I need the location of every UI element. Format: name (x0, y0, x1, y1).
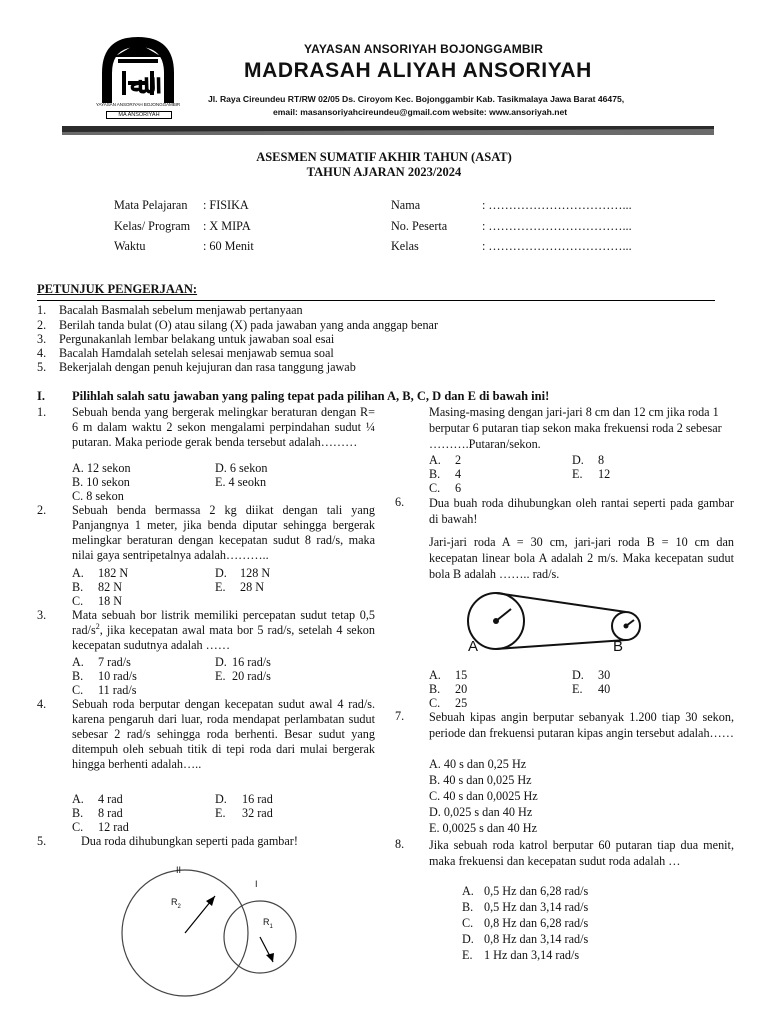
answer-option[interactable]: 25 (455, 696, 468, 710)
class-value: : X MIPA (203, 219, 251, 233)
gear-wheels-figure (118, 862, 308, 1002)
time-label: Waktu (114, 239, 146, 253)
answer-option[interactable]: B. 10 sekon (72, 475, 130, 489)
answer-option[interactable]: 8 (598, 453, 605, 467)
question-text: Dua buah roda dihubungkan oleh rantai seperti pada gambar di bawah! (429, 496, 734, 526)
answer-option[interactable]: E. 0,0025 s dan 40 Hz (429, 821, 537, 835)
answer-option[interactable]: 8 rad (98, 806, 123, 820)
instruction-number: 2. (37, 318, 47, 332)
exam-title: ASESMEN SUMATIF AKHIR TAHUN (ASAT) (256, 150, 512, 164)
question-text-detail: Jari-jari roda A = 30 cm, jari-jari roda B = 10 cm dan kecepatan linear bola A adalah 2 m/s. Maka kecepatan sudut bola B adalah …….. rad/s. (429, 535, 734, 581)
instruction-item (37, 303, 303, 318)
school-logo (98, 33, 178, 123)
radius-label-r1 (263, 917, 273, 930)
kelas-field[interactable]: : ……………………………... (482, 239, 632, 253)
option-letter: C. (72, 594, 84, 608)
question-text-part: Mata sebuah bor listrik memiliki percepatan sudut tetap 0,5 rad/s (72, 608, 375, 637)
answer-option[interactable]: 12 (598, 467, 611, 481)
answer-option[interactable]: 0,8 Hz dan 3,14 rad/s (484, 932, 589, 946)
option-letter: C. (72, 683, 84, 697)
option-letter: B. (72, 580, 84, 594)
option-letter: E. (462, 948, 473, 962)
answer-option[interactable]: 0,5 Hz dan 3,14 rad/s (484, 900, 589, 914)
class-label: Kelas/ Program (114, 219, 191, 233)
answer-option[interactable]: 20 rad/s (232, 669, 271, 683)
answer-option[interactable]: 128 N (240, 566, 271, 580)
option-letter: C. (72, 820, 84, 834)
option-letter: B. (429, 467, 441, 481)
answer-option[interactable]: 28 N (240, 580, 265, 594)
instruction-text: Bacalah Basmalah sebelum menjawab pertanyaan (59, 303, 303, 317)
superscript: 2 (95, 621, 100, 631)
answer-option[interactable]: 82 N (98, 580, 123, 594)
question-text-part: , jika kecepatan awal mata bor 5 rad/s, setelah 4 sekon kecepatan sudutnya adalah …… (72, 623, 375, 652)
instruction-item (37, 332, 334, 347)
answer-option[interactable]: 11 rad/s (98, 683, 137, 697)
answer-option[interactable]: 4 rad (98, 792, 123, 806)
option-letter: E. (215, 669, 226, 683)
option-letter: A. (72, 655, 84, 669)
question-text: Sebuah roda berputar dengan kecepatan sudut awal 4 rad/s. karena pengaruh dari luar, roda mendapat perlambatan sudut sebesar 2 rad/s sehingga roda berhenti. Besar sudut yang ditempuh oleh sebuah titik di tepi roda dari mulai bergerak hingga berhenti adalah….. (72, 697, 375, 771)
option-letter: B. (429, 682, 441, 696)
question-number: 8. (395, 837, 405, 851)
question-number: 6. (395, 495, 405, 509)
answer-option[interactable]: 0,8 Hz dan 6,28 rad/s (484, 916, 589, 930)
figure-label-wheel-2: II (176, 865, 182, 875)
option-letter: C. (462, 916, 474, 930)
section-instruction: Pilihlah salah satu jawaban yang paling tepat pada pilihan A, B, C, D dan E di bawah ini! (72, 389, 550, 403)
option-letter: A. (462, 884, 474, 898)
instruction-number: 3. (37, 332, 47, 346)
answer-option[interactable]: 15 (455, 668, 468, 682)
question-number: 2. (37, 503, 47, 517)
answer-option[interactable]: A. 40 s dan 0,25 Hz (429, 757, 527, 771)
instruction-item (37, 360, 356, 375)
question-number: 4. (37, 697, 47, 711)
option-letter: D. (215, 655, 227, 669)
answer-option[interactable]: 182 N (98, 566, 129, 580)
name-field[interactable]: : ……………………………... (482, 198, 632, 212)
chain-wheels-figure (466, 592, 662, 660)
option-letter: C. (429, 696, 441, 710)
instruction-item (37, 346, 334, 361)
radius-label-r2 (171, 897, 181, 910)
option-letter: E. (572, 467, 583, 481)
answer-option[interactable]: 32 rad (242, 806, 273, 820)
option-letter: E. (572, 682, 583, 696)
header-rule (62, 122, 714, 131)
instruction-item (37, 318, 438, 333)
option-letter: C. (429, 481, 441, 495)
time-value: : 60 Menit (203, 239, 254, 253)
answer-option[interactable]: 1 Hz dan 3,14 rad/s (484, 948, 580, 962)
radius-subscript: 2 (177, 903, 181, 910)
instruction-text: Berilah tanda bulat (O) atau silang (X) pada jawaban yang anda anggap benar (59, 318, 439, 332)
instruction-number: 4. (37, 346, 47, 360)
answer-option[interactable]: D. 0,025 s dan 40 Hz (429, 805, 533, 819)
school-address: Jl. Raya Cireundeu RT/RW 02/05 Ds. Ciroyom Kec. Bojonggambir Kab. Tasikmalaya Jawa Barat 46475, (208, 94, 625, 104)
option-letter: B. (72, 806, 84, 820)
question-text: Jika sebuah roda katrol berputar 60 putaran tiap dua menit, maka frekuensi dan kecepatan sudut roda adalah … (429, 838, 734, 868)
instructions-rule (37, 300, 715, 301)
answer-option[interactable]: 16 rad (242, 792, 273, 806)
answer-option[interactable]: 16 rad/s (232, 655, 271, 669)
name-label: Nama (391, 198, 421, 212)
question-text-continued: Masing-masing dengan jari-jari 8 cm dan 12 cm jika roda 1 berputar 6 putaran tiap sekon maka frekuensi roda 2 sebesar ……….Putaran/sekon. (429, 405, 722, 451)
option-letter: D. (215, 792, 227, 806)
answer-option[interactable]: B. 40 s dan 0,025 Hz (429, 773, 532, 787)
figure-label-wheel-1: I (255, 879, 258, 889)
question-text: Sebuah kipas angin berputar sebanyak 1.200 tiap 30 sekon, periode dan frekuensi putaran kipas angin tersebut adalah…… (429, 710, 734, 740)
subject-label: Mata Pelajaran (114, 198, 188, 212)
question-text: Dua roda dihubungkan seperti pada gambar! (81, 834, 298, 848)
subject-value: : FISIKA (203, 198, 249, 212)
question-number: 3. (37, 608, 47, 622)
option-letter: D. (572, 453, 584, 467)
participant-number-field[interactable]: : ……………………………... (482, 219, 632, 233)
figure-label-a: A (468, 638, 479, 655)
radius-symbol: R (263, 917, 270, 927)
question-number: 7. (395, 709, 405, 723)
exam-year: TAHUN AJARAN 2023/2024 (306, 165, 462, 179)
question-number: 5. (37, 834, 47, 848)
answer-option[interactable]: C. 40 s dan 0,0025 Hz (429, 789, 538, 803)
answer-option[interactable]: 12 rad (98, 820, 129, 834)
participant-number-label: No. Peserta (391, 219, 448, 233)
option-letter: D. (572, 668, 584, 682)
answer-option[interactable]: 10 rad/s (98, 669, 137, 683)
instruction-text: Bacalah Hamdalah setelah selesai menjawab semua soal (59, 346, 334, 360)
answer-option[interactable]: C. 8 sekon (72, 489, 124, 503)
school-contact: email: masansoriyahcireundeu@gmail.com website: www.ansoriyah.net (273, 107, 568, 117)
option-letter: A. (72, 792, 84, 806)
kelas-label: Kelas (391, 239, 419, 253)
option-letter: A. (429, 668, 441, 682)
question-number: 1. (37, 405, 47, 419)
question-text: Sebuah benda bermassa 2 kg diikat dengan tali yang Panjangnya 1 meter, jika benda diputar sehingga bergerak melingkar beraturan dengan kecepatan sudut 8 rad/s, maka nilai gaya sentripetalnya adalah……….. (72, 503, 375, 562)
answer-option[interactable]: 20 (455, 682, 468, 696)
instruction-text: Pergunakanlah lembar belakang untuk jawaban soal esai (59, 332, 335, 346)
answer-option[interactable]: 7 rad/s (98, 655, 131, 669)
radius-subscript: 1 (269, 923, 273, 930)
instruction-number: 1. (37, 303, 47, 317)
section-number: I. (37, 389, 45, 403)
option-letter: A. (429, 453, 441, 467)
answer-option[interactable]: D. 6 sekon (215, 461, 268, 475)
answer-option[interactable]: E. 4 seokn (215, 475, 267, 489)
question-text (72, 608, 375, 653)
option-letter: B. (462, 900, 474, 914)
option-letter: E. (215, 806, 226, 820)
answer-option[interactable]: 40 (598, 682, 611, 696)
answer-option[interactable]: 6 (455, 481, 462, 495)
foundation-name: YAYASAN ANSORIYAH BOJONGGAMBIR (304, 42, 544, 56)
option-letter: E. (215, 580, 226, 594)
figure-label-b: B (613, 638, 624, 655)
option-letter: D. (462, 932, 474, 946)
logo-caption-foundation: YAYASAN ANSORIYAH BOJONGGAMBIR (95, 102, 181, 107)
option-letter: D. (215, 566, 227, 580)
school-name: MADRASAH ALIYAH ANSORIYAH (244, 59, 592, 82)
instructions-heading: PETUNJUK PENGERJAAN: (37, 282, 198, 296)
answer-option[interactable]: 18 N (98, 594, 123, 608)
question-text: Sebuah benda yang bergerak melingkar beraturan dengan R= 6 m dalam waktu 2 sekon mengalami perpindahan sudut ¼ putaran. Maka periode gerak benda tersebut adalah……… (72, 405, 375, 449)
answer-option[interactable]: 0,5 Hz dan 6,28 rad/s (484, 884, 589, 898)
option-letter: A. (72, 566, 84, 580)
answer-option[interactable]: 30 (598, 668, 611, 682)
radius-symbol: R (171, 897, 178, 907)
logo-caption-school: MA ANSORIYAH (106, 111, 172, 119)
option-letter: B. (72, 669, 84, 683)
answer-option[interactable]: A. 12 sekon (72, 461, 131, 475)
instruction-text: Bekerjalah dengan penuh kejujuran dan rasa tanggung jawab (59, 360, 356, 374)
instruction-number: 5. (37, 360, 47, 374)
answer-option[interactable]: 4 (455, 467, 462, 481)
answer-option[interactable]: 2 (455, 453, 462, 467)
